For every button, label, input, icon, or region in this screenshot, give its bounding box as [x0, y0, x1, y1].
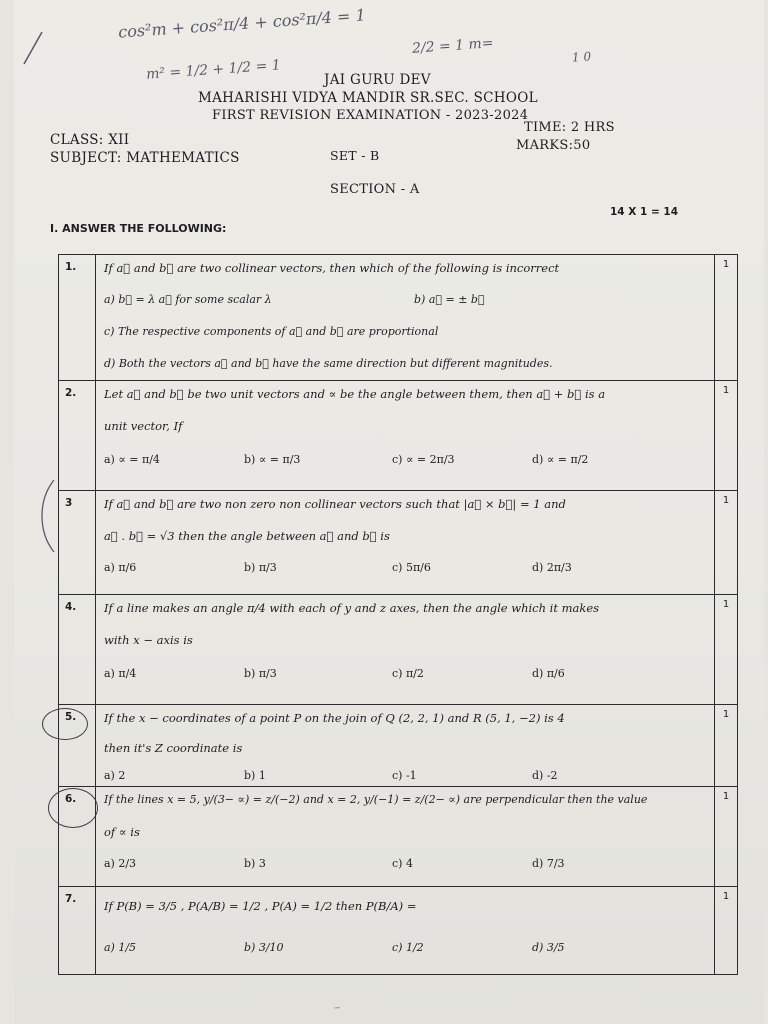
subject-label: SUBJECT: MATHEMATICS [50, 150, 240, 166]
question-text-cont: then it's Z coordinate is [104, 741, 243, 755]
options-row [104, 939, 708, 957]
options-row [104, 767, 708, 785]
question-marks: 1 [715, 255, 738, 381]
option-d: d) 2π/3 [532, 561, 572, 574]
question-number: 2. [59, 381, 96, 491]
option-d: d) -2 [532, 769, 558, 782]
question-text: If P(B) = 3/5 , P(A/B) = 1/2 , P(A) = 1/2 then P(B/A) = [104, 899, 417, 913]
question-row [59, 887, 738, 975]
question-number: 3 [59, 491, 96, 595]
question-body [96, 705, 715, 787]
question-text-cont: a⃗ . b⃗ = √3 then the angle between a⃗ and b⃗ is [104, 529, 390, 543]
pencil-stroke-icon [20, 28, 50, 68]
question-text: If a⃗ and b⃗ are two non zero non collinear vectors such that |a⃗ × b⃗| = 1 and [104, 497, 566, 511]
instruction-label: I. ANSWER THE FOLLOWING: [50, 222, 227, 235]
handwritten-note-top-right: 2/2 = 1 m= [411, 35, 494, 57]
option-c: c) π/2 [392, 667, 424, 680]
option-c: c) ∝ = 2π/3 [392, 453, 455, 466]
option-c: c) -1 [392, 769, 417, 782]
option-b: b) 1 [244, 769, 266, 782]
option-b: b) π/3 [244, 667, 277, 680]
question-row [59, 255, 738, 381]
question-row [59, 491, 738, 595]
options-row [104, 855, 708, 873]
question-text-cont: of ∝ is [104, 825, 140, 839]
question-row [59, 787, 738, 887]
question-row [59, 381, 738, 491]
exam-sheet [14, 0, 764, 1024]
option-a: a) π/4 [104, 667, 137, 680]
option-b: b) π/3 [244, 561, 277, 574]
question-body [96, 255, 715, 381]
marks-scheme: 14 X 1 = 14 [610, 206, 679, 218]
question-text-cont: with x − axis is [104, 633, 193, 647]
handwritten-note-top: cos²m + cos²π/4 + cos²π/4 = 1 [117, 5, 367, 42]
question-number: 7. [59, 887, 96, 975]
option-c: c) 4 [392, 857, 413, 870]
set-label: SET - B [330, 148, 380, 163]
option-b: b) a⃗ = ± b⃗ [414, 293, 485, 306]
question-marks: 1 [715, 705, 738, 787]
question-row [59, 595, 738, 705]
option-a: a) 2 [104, 769, 126, 782]
section-title: SECTION - A [330, 182, 420, 197]
option-c: c) 1/2 [392, 941, 424, 954]
handwritten-note-left: m² = 1/2 + 1/2 = 1 [145, 57, 282, 83]
option-d: d) 7/3 [532, 857, 565, 870]
question-marks: 1 [715, 887, 738, 975]
option-b: b) ∝ = π/3 [244, 453, 301, 466]
question-marks: 1 [715, 381, 738, 491]
handwritten-note-corner: 1 0 [571, 49, 592, 65]
options-row [104, 451, 708, 469]
question-body [96, 787, 715, 887]
option-d: d) 3/5 [532, 941, 565, 954]
question-marks: 1 [715, 595, 738, 705]
option-d: d) ∝ = π/2 [532, 453, 589, 466]
options-row [104, 665, 708, 683]
options-row [104, 559, 708, 577]
option-c: c) The respective components of a⃗ and b⃗ are proportional [104, 325, 439, 338]
question-body [96, 381, 715, 491]
question-body [96, 887, 715, 975]
question-body [96, 491, 715, 595]
question-text: Let a⃗ and b⃗ be two unit vectors and ∝ be the angle between them, then a⃗ + b⃗ is a [104, 387, 606, 401]
school-motto: JAI GURU DEV [324, 72, 431, 88]
question-marks: 1 [715, 787, 738, 887]
question-text: If the x − coordinates of a point P on the join of Q (2, 2, 1) and R (5, 1, −2) is 4 [104, 711, 565, 725]
options-row [104, 323, 708, 341]
question-marks: 1 [715, 491, 738, 595]
question-number: 4. [59, 595, 96, 705]
question-text: If a⃗ and b⃗ are two collinear vectors, then which of the following is incorrect [104, 261, 560, 275]
question-text: If the lines x = 5, y/(3− ∝) = z/(−2) and x = 2, y/(−1) = z/(2− ∝) are perpendicular then the value [104, 793, 648, 806]
option-a: a) π/6 [104, 561, 137, 574]
question-row [59, 705, 738, 787]
pencil-smudge: – [333, 999, 341, 1015]
marks-label: MARKS:50 [516, 138, 591, 153]
options-row [104, 291, 708, 309]
option-d: d) Both the vectors a⃗ and b⃗ have the same direction but different magnitudes. [104, 357, 553, 370]
school-name: MAHARISHI VIDYA MANDIR SR.SEC. SCHOOL [198, 90, 538, 106]
pencil-bracket-icon [32, 476, 62, 556]
option-c: c) 5π/6 [392, 561, 431, 574]
pencil-circle-q6 [48, 788, 98, 828]
question-number: 6. [59, 787, 96, 887]
option-a: a) b⃗ = λ a⃗ for some scalar λ [104, 293, 272, 306]
option-a: a) ∝ = π/4 [104, 453, 160, 466]
option-a: a) 2/3 [104, 857, 137, 870]
options-row [104, 355, 708, 373]
option-b: b) 3/10 [244, 941, 284, 954]
exam-title: FIRST REVISION EXAMINATION - 2023-2024 [212, 108, 529, 123]
question-number: 1. [59, 255, 96, 381]
question-text-cont: unit vector, If [104, 419, 183, 433]
questions-table [58, 254, 738, 975]
option-b: b) 3 [244, 857, 266, 870]
question-body [96, 595, 715, 705]
option-d: d) π/6 [532, 667, 565, 680]
class-label: CLASS: XII [50, 132, 130, 148]
option-a: a) 1/5 [104, 941, 137, 954]
exam-time: TIME: 2 HRS [524, 120, 615, 135]
question-text: If a line makes an angle π/4 with each of y and z axes, then the angle which it makes [104, 601, 600, 615]
pencil-circle-q5 [42, 708, 88, 740]
question-number: 5. [59, 705, 96, 787]
